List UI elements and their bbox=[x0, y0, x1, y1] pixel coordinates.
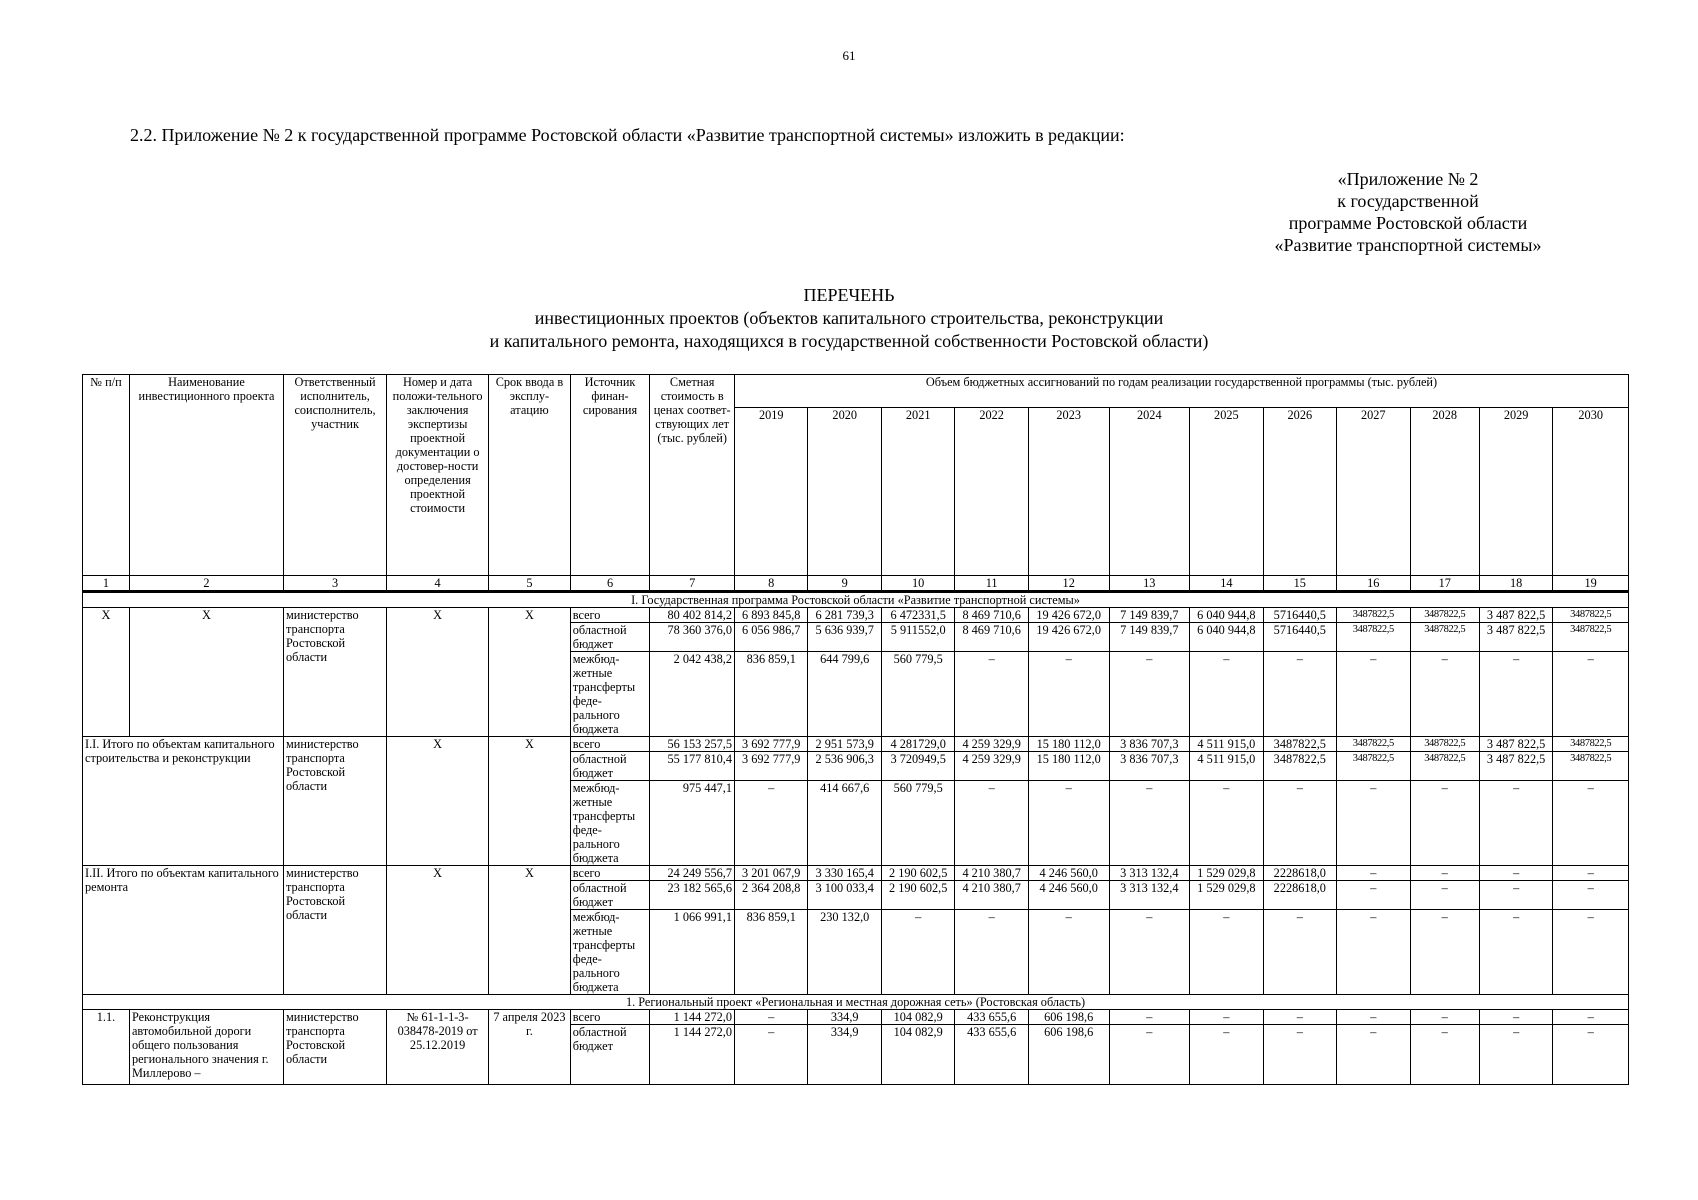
year-amount: – bbox=[1337, 866, 1410, 881]
project-term: 7 апреля 2023 г. bbox=[489, 1010, 571, 1085]
project-executor: министерство транспорта Ростовской области bbox=[284, 866, 387, 995]
year-amount: 3 330 165,4 bbox=[808, 866, 881, 881]
estimated-cost: 80 402 814,2 bbox=[650, 608, 735, 623]
year-amount: – bbox=[1410, 1010, 1479, 1025]
table-row bbox=[83, 737, 1629, 752]
year-amount: – bbox=[1263, 910, 1336, 995]
year-amount: 5716440,5 bbox=[1263, 623, 1336, 652]
year-amount: – bbox=[1410, 881, 1479, 910]
year-amount: – bbox=[1263, 1025, 1336, 1085]
year-amount: – bbox=[1263, 781, 1336, 866]
year-amount: 3487822,5 bbox=[1553, 608, 1629, 623]
funding-source: областной бюджет bbox=[570, 1025, 650, 1085]
year-amount: 3487822,5 bbox=[1553, 737, 1629, 752]
project-expertise: X bbox=[387, 737, 489, 866]
year-amount: – bbox=[1553, 1025, 1629, 1085]
year-amount: 3487822,5 bbox=[1263, 737, 1336, 752]
year-amount: – bbox=[1109, 652, 1190, 737]
header-expertise: Номер и дата положи-тельного заключения экспертизы проектной документации о достовер-ности определения проектной стоимости bbox=[387, 375, 489, 576]
header-year: 2023 bbox=[1028, 408, 1109, 576]
column-number: 14 bbox=[1190, 576, 1263, 592]
funding-source: всего bbox=[570, 1010, 650, 1025]
column-number: 6 bbox=[570, 576, 650, 592]
project-name: Реконструкция автомобильной дороги общего пользования регионального значения г. Миллерово – bbox=[129, 1010, 283, 1085]
estimated-cost: 55 177 810,4 bbox=[650, 752, 735, 781]
header-name: Наименование инвестиционного проекта bbox=[129, 375, 283, 576]
year-amount: 6 281 739,3 bbox=[808, 608, 881, 623]
year-amount: 7 149 839,7 bbox=[1109, 608, 1190, 623]
year-amount: – bbox=[735, 1025, 808, 1085]
table-row bbox=[83, 1010, 1629, 1025]
year-amount: – bbox=[1337, 781, 1410, 866]
year-amount: 4 281729,0 bbox=[881, 737, 954, 752]
column-number: 15 bbox=[1263, 576, 1336, 592]
year-amount: 15 180 112,0 bbox=[1028, 737, 1109, 752]
year-amount: – bbox=[1337, 652, 1410, 737]
estimated-cost: 1 066 991,1 bbox=[650, 910, 735, 995]
year-amount: 836 859,1 bbox=[735, 652, 808, 737]
year-amount: 3487822,5 bbox=[1263, 752, 1336, 781]
year-amount: 6 040 944,8 bbox=[1190, 608, 1263, 623]
year-amount: 3487822,5 bbox=[1337, 623, 1410, 652]
year-amount: – bbox=[1028, 652, 1109, 737]
year-amount: – bbox=[1410, 781, 1479, 866]
year-amount: – bbox=[1337, 910, 1410, 995]
year-amount: – bbox=[1553, 781, 1629, 866]
estimated-cost: 975 447,1 bbox=[650, 781, 735, 866]
column-number: 18 bbox=[1479, 576, 1552, 592]
appendix-line: «Развитие транспортной системы» bbox=[1274, 235, 1542, 255]
funding-source: областной бюджет bbox=[570, 752, 650, 781]
title-line: ПЕРЕЧЕНЬ bbox=[803, 285, 895, 305]
year-amount: 2 190 602,5 bbox=[881, 866, 954, 881]
year-amount: 5 636 939,7 bbox=[808, 623, 881, 652]
table-row bbox=[83, 608, 1629, 623]
header-row bbox=[83, 375, 1629, 408]
header-year: 2024 bbox=[1109, 408, 1190, 576]
project-term: X bbox=[489, 866, 571, 995]
estimated-cost: 1 144 272,0 bbox=[650, 1025, 735, 1085]
year-amount: – bbox=[1479, 910, 1552, 995]
column-number: 2 bbox=[129, 576, 283, 592]
column-number: 3 bbox=[284, 576, 387, 592]
title-line: и капитального ремонта, находящихся в государственной собственности Ростовской области) bbox=[489, 331, 1209, 351]
year-amount: – bbox=[1190, 1025, 1263, 1085]
year-amount: – bbox=[1190, 1010, 1263, 1025]
estimated-cost: 2 042 438,2 bbox=[650, 652, 735, 737]
year-amount: 3487822,5 bbox=[1410, 737, 1479, 752]
year-amount: 3 836 707,3 bbox=[1109, 737, 1190, 752]
year-amount: 4 259 329,9 bbox=[955, 752, 1028, 781]
year-amount: 4 210 380,7 bbox=[955, 881, 1028, 910]
year-amount: 3487822,5 bbox=[1553, 623, 1629, 652]
year-amount: 2 536 906,3 bbox=[808, 752, 881, 781]
year-amount: – bbox=[1479, 1010, 1552, 1025]
year-amount: 1 529 029,8 bbox=[1190, 866, 1263, 881]
year-amount: 2 364 208,8 bbox=[735, 881, 808, 910]
column-numbers-row bbox=[83, 576, 1629, 592]
year-amount: 5 911552,0 bbox=[881, 623, 954, 652]
year-amount: 19 426 672,0 bbox=[1028, 623, 1109, 652]
year-amount: – bbox=[1553, 652, 1629, 737]
page-number: 61 bbox=[842, 48, 856, 63]
year-amount: 414 667,6 bbox=[808, 781, 881, 866]
header-year: 2022 bbox=[955, 408, 1028, 576]
year-amount: 2228618,0 bbox=[1263, 866, 1336, 881]
project-number: X bbox=[83, 608, 130, 737]
year-amount: 3 487 822,5 bbox=[1479, 752, 1552, 781]
year-amount: 3487822,5 bbox=[1410, 608, 1479, 623]
funding-source: всего bbox=[570, 608, 650, 623]
appendix-line: «Приложение № 2 bbox=[1337, 169, 1479, 189]
year-amount: 6 893 845,8 bbox=[735, 608, 808, 623]
year-amount: – bbox=[1337, 1010, 1410, 1025]
year-amount: 7 149 839,7 bbox=[1109, 623, 1190, 652]
year-amount: 3 313 132,4 bbox=[1109, 866, 1190, 881]
year-amount: 606 198,6 bbox=[1028, 1025, 1109, 1085]
year-amount: 606 198,6 bbox=[1028, 1010, 1109, 1025]
header-term: Срок ввода в эксплу-атацию bbox=[489, 375, 571, 576]
column-number: 11 bbox=[955, 576, 1028, 592]
year-amount: – bbox=[735, 781, 808, 866]
funding-source: межбюд-жетные трансферты феде-рального бюджета bbox=[570, 910, 650, 995]
year-amount: – bbox=[1479, 652, 1552, 737]
year-amount: – bbox=[1028, 781, 1109, 866]
year-amount: – bbox=[1553, 1010, 1629, 1025]
year-amount: 6 056 986,7 bbox=[735, 623, 808, 652]
section-row bbox=[83, 592, 1629, 608]
year-amount: 433 655,6 bbox=[955, 1010, 1028, 1025]
year-amount: – bbox=[1109, 1025, 1190, 1085]
estimated-cost: 78 360 376,0 bbox=[650, 623, 735, 652]
year-amount: – bbox=[1028, 910, 1109, 995]
header-source: Источник финан-сирования bbox=[570, 375, 650, 576]
year-amount: – bbox=[1479, 881, 1552, 910]
section-program: I. Государственная программа Ростовской области «Развитие транспортной системы» bbox=[83, 592, 1629, 608]
year-amount: – bbox=[1337, 881, 1410, 910]
header-year: 2027 bbox=[1337, 408, 1410, 576]
year-amount: 230 132,0 bbox=[808, 910, 881, 995]
project-term: X bbox=[489, 608, 571, 737]
year-amount: 104 082,9 bbox=[881, 1025, 954, 1085]
header-executor: Ответственный исполнитель, соисполнитель, участник bbox=[284, 375, 387, 576]
project-expertise: № 61-1-1-3-038478-2019 от 25.12.2019 bbox=[387, 1010, 489, 1085]
header-year: 2029 bbox=[1479, 408, 1552, 576]
year-amount: – bbox=[1410, 866, 1479, 881]
appendix-heading bbox=[1248, 168, 1568, 256]
estimated-cost: 1 144 272,0 bbox=[650, 1010, 735, 1025]
year-amount: – bbox=[1109, 910, 1190, 995]
header-year: 2028 bbox=[1410, 408, 1479, 576]
funding-source: всего bbox=[570, 866, 650, 881]
year-amount: 334,9 bbox=[808, 1010, 881, 1025]
column-number: 8 bbox=[735, 576, 808, 592]
year-amount: 4 511 915,0 bbox=[1190, 752, 1263, 781]
year-amount: – bbox=[1109, 781, 1190, 866]
project-expertise: X bbox=[387, 608, 489, 737]
year-amount: 8 469 710,6 bbox=[955, 608, 1028, 623]
project-name: X bbox=[129, 608, 283, 737]
year-amount: 8 469 710,6 bbox=[955, 623, 1028, 652]
estimated-cost: 23 182 565,6 bbox=[650, 881, 735, 910]
year-amount: 3 487 822,5 bbox=[1479, 737, 1552, 752]
year-amount: – bbox=[1190, 910, 1263, 995]
header-year: 2019 bbox=[735, 408, 808, 576]
year-amount: – bbox=[1263, 1010, 1336, 1025]
estimated-cost: 24 249 556,7 bbox=[650, 866, 735, 881]
column-number: 19 bbox=[1553, 576, 1629, 592]
year-amount: 3487822,5 bbox=[1337, 752, 1410, 781]
column-number: 13 bbox=[1109, 576, 1190, 592]
year-amount: – bbox=[1553, 866, 1629, 881]
project-expertise: X bbox=[387, 866, 489, 995]
column-number: 4 bbox=[387, 576, 489, 592]
year-amount: – bbox=[1553, 910, 1629, 995]
table-row bbox=[83, 866, 1629, 881]
year-amount: 2228618,0 bbox=[1263, 881, 1336, 910]
year-amount: – bbox=[1410, 910, 1479, 995]
year-amount: – bbox=[881, 910, 954, 995]
year-amount: 836 859,1 bbox=[735, 910, 808, 995]
funding-source: областной бюджет bbox=[570, 623, 650, 652]
appendix-line: к государственной bbox=[1337, 191, 1479, 211]
column-number: 16 bbox=[1337, 576, 1410, 592]
year-amount: 3487822,5 bbox=[1337, 608, 1410, 623]
year-amount: – bbox=[955, 910, 1028, 995]
year-amount: 15 180 112,0 bbox=[1028, 752, 1109, 781]
year-amount: – bbox=[1190, 781, 1263, 866]
year-amount: – bbox=[1479, 866, 1552, 881]
column-number: 12 bbox=[1028, 576, 1109, 592]
year-amount: 3 692 777,9 bbox=[735, 752, 808, 781]
year-amount: 2 190 602,5 bbox=[881, 881, 954, 910]
header-year: 2020 bbox=[808, 408, 881, 576]
column-number: 9 bbox=[808, 576, 881, 592]
funding-source: всего bbox=[570, 737, 650, 752]
year-amount: 19 426 672,0 bbox=[1028, 608, 1109, 623]
header-cost: Сметная стоимость в ценах соответ-ствующих лет (тыс. рублей) bbox=[650, 375, 735, 576]
appendix-line: программе Ростовской области bbox=[1288, 213, 1528, 233]
project-executor: министерство транспорта Ростовской области bbox=[284, 737, 387, 866]
header-year: 2030 bbox=[1553, 408, 1629, 576]
year-amount: 3487822,5 bbox=[1410, 623, 1479, 652]
year-amount: 3 201 067,9 bbox=[735, 866, 808, 881]
intro-text: 2.2. Приложение № 2 к государственной программе Ростовской области «Развитие транспортной системы» изложить в редакции: bbox=[130, 125, 1125, 145]
year-amount: – bbox=[955, 781, 1028, 866]
year-amount: – bbox=[1190, 652, 1263, 737]
funding-source: областной бюджет bbox=[570, 881, 650, 910]
year-amount: 6 472331,5 bbox=[881, 608, 954, 623]
year-amount: 3487822,5 bbox=[1410, 752, 1479, 781]
year-amount: 3 720949,5 bbox=[881, 752, 954, 781]
document-title bbox=[0, 284, 1698, 353]
year-amount: 560 779,5 bbox=[881, 781, 954, 866]
year-amount: – bbox=[1479, 1025, 1552, 1085]
year-amount: 3 313 132,4 bbox=[1109, 881, 1190, 910]
year-amount: 3 100 033,4 bbox=[808, 881, 881, 910]
year-amount: 4 259 329,9 bbox=[955, 737, 1028, 752]
year-amount: – bbox=[955, 652, 1028, 737]
year-amount: 5716440,5 bbox=[1263, 608, 1336, 623]
year-amount: 4 210 380,7 bbox=[955, 866, 1028, 881]
year-amount: 1 529 029,8 bbox=[1190, 881, 1263, 910]
header-volume: Объем бюджетных ассигнований по годам реализации государственной программы (тыс. рублей) bbox=[735, 375, 1629, 408]
column-number: 10 bbox=[881, 576, 954, 592]
year-amount: – bbox=[1337, 1025, 1410, 1085]
year-amount: 3 487 822,5 bbox=[1479, 608, 1552, 623]
estimated-cost: 56 153 257,5 bbox=[650, 737, 735, 752]
year-amount: 4 511 915,0 bbox=[1190, 737, 1263, 752]
header-no: № п/п bbox=[83, 375, 130, 576]
year-amount: 2 951 573,9 bbox=[808, 737, 881, 752]
year-amount: 560 779,5 bbox=[881, 652, 954, 737]
header-year: 2026 bbox=[1263, 408, 1336, 576]
section-row bbox=[83, 995, 1629, 1010]
project-executor: министерство транспорта Ростовской области bbox=[284, 1010, 387, 1085]
year-amount: 334,9 bbox=[808, 1025, 881, 1085]
year-amount: – bbox=[735, 1010, 808, 1025]
year-amount: 4 246 560,0 bbox=[1028, 881, 1109, 910]
year-amount: 104 082,9 bbox=[881, 1010, 954, 1025]
column-number: 17 bbox=[1410, 576, 1479, 592]
year-amount: – bbox=[1109, 1010, 1190, 1025]
year-amount: – bbox=[1263, 652, 1336, 737]
header-year: 2025 bbox=[1190, 408, 1263, 576]
year-amount: – bbox=[1410, 652, 1479, 737]
year-amount: 3487822,5 bbox=[1337, 737, 1410, 752]
header-year: 2021 bbox=[881, 408, 954, 576]
project-name: I.II. Итого по объектам капитального ремонта bbox=[83, 866, 284, 995]
funding-source: межбюд-жетные трансферты феде-рального бюджета bbox=[570, 781, 650, 866]
year-amount: 433 655,6 bbox=[955, 1025, 1028, 1085]
year-amount: 3 692 777,9 bbox=[735, 737, 808, 752]
title-line: инвестиционных проектов (объектов капитального строительства, реконструкции bbox=[534, 308, 1164, 328]
project-executor: министерство транспорта Ростовской области bbox=[284, 608, 387, 737]
year-amount: – bbox=[1553, 881, 1629, 910]
year-amount: 644 799,6 bbox=[808, 652, 881, 737]
project-number: 1.1. bbox=[83, 1010, 130, 1085]
year-amount: 6 040 944,8 bbox=[1190, 623, 1263, 652]
investment-projects-table bbox=[82, 374, 1629, 1085]
year-amount: 3 836 707,3 bbox=[1109, 752, 1190, 781]
year-amount: 3 487 822,5 bbox=[1479, 623, 1552, 652]
column-number: 5 bbox=[489, 576, 571, 592]
column-number: 1 bbox=[83, 576, 130, 592]
column-number: 7 bbox=[650, 576, 735, 592]
section-regional-project: 1. Региональный проект «Региональная и местная дорожная сеть» (Ростовская область) bbox=[83, 995, 1629, 1010]
year-amount: 4 246 560,0 bbox=[1028, 866, 1109, 881]
funding-source: межбюд-жетные трансферты феде-рального бюджета bbox=[570, 652, 650, 737]
project-term: X bbox=[489, 737, 571, 866]
year-amount: – bbox=[1479, 781, 1552, 866]
project-name: I.I. Итого по объектам капитального строительства и реконструкции bbox=[83, 737, 284, 866]
year-amount: 3487822,5 bbox=[1553, 752, 1629, 781]
year-amount: – bbox=[1410, 1025, 1479, 1085]
